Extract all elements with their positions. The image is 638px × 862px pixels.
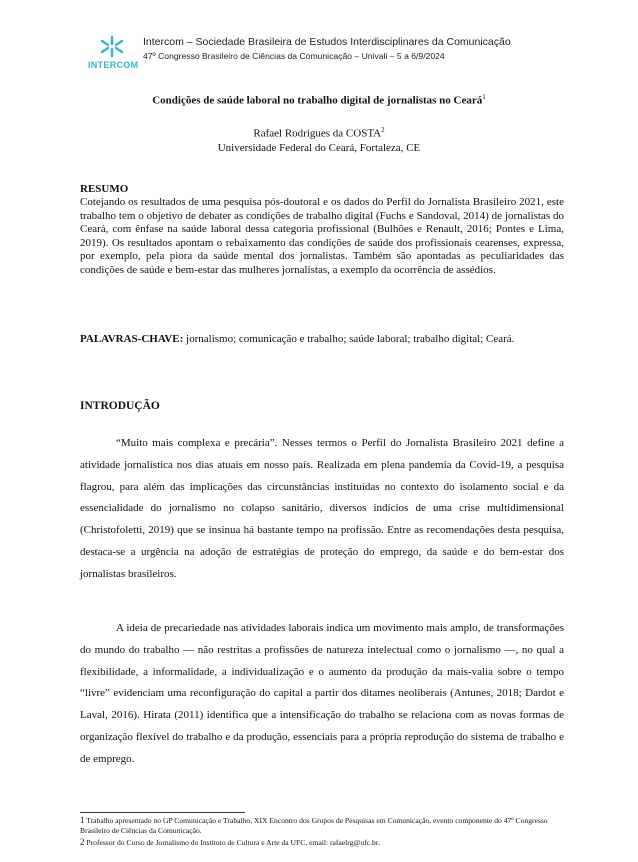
footnote-text: Trabalho apresentado no GP Comunicação e Trabalho, XIX Encontro dos Grupos de Pesquisas em Comunicação, evento componente do 47º Congresso Brasileiro de Ciências da Comunicação. <box>80 816 548 836</box>
footnote-separator <box>80 812 245 813</box>
keywords-label: PALAVRAS-CHAVE: <box>80 333 184 345</box>
paper-title-text: Condições de saúde laboral no trabalho digital de jornalistas no Ceará <box>152 94 483 107</box>
footnote-number: 2 <box>80 836 85 847</box>
logo-wordmark: INTERCOM <box>88 60 139 70</box>
footnote-number: 1 <box>80 815 85 825</box>
intercom-logo <box>88 34 138 74</box>
footnote <box>80 837 564 848</box>
intercom-logo-icon <box>94 34 130 60</box>
author-footnote-mark: 2 <box>381 126 385 134</box>
keywords-text: jornalismo; comunicação e trabalho; saúde laboral; trabalho digital; Ceará. <box>183 333 515 345</box>
footnote-text: Professor do Curso de Jornalismo do Instituto de Cultura e Arte da UFC, email: rafaelrg@ufc.br. <box>84 837 380 847</box>
header-congress: 47º Congresso Brasileiro de Ciências da Comunicação – Univali – 5 a 6/9/2024 <box>143 51 445 61</box>
keywords <box>80 333 564 347</box>
paper-title <box>0 93 638 107</box>
author-name: Rafael Rodrigues da COSTA <box>253 127 382 140</box>
footnotes <box>80 815 564 848</box>
body-paragraph <box>80 433 564 586</box>
paragraph-text: “Muito mais complexa e precária”. Nesses termos o Perfil do Jornalista Brasileiro 2021 define a atividade jornalística nos dias atuais em nosso país. Realizada em plena pandemia da Covid-19, a pesquisa flagrou, para além das implicações das circunstâncias instituídas no contexto do isolamento social e da essencialidade do jornalismo no colapso sanitário, diversos indícios de uma crise multidimensional (Christofoletti, 2019) que se insinua há bastante tempo na profissão. Entre as recomendações desta pesquisa, destaca-se a urgência na adoção de estratégias de proteção do emprego, da saúde e do bem-estar dos jornalistas brasileiros. <box>80 437 564 580</box>
introduction-heading: INTRODUÇÃO <box>80 400 160 412</box>
author-line <box>0 126 638 140</box>
abstract-heading: RESUMO <box>80 183 129 195</box>
paragraph-text: A ideia de precariedade nas atividades laborais indica um movimento mais amplo, de transformações do mundo do trabalho — não restritas a profissões de natureza intelectual como o jornalismo —, no qual a flexibilidade, a informalidade, a individualização e o aumento da produção da mais-valia sobre o tempo “livre” evidenciam uma reconfiguração do capital a partir dos ditames neoliberais (Antunes, 2018; Dardot e Laval, 2016). Hirata (2011) identifica que a intensificação do trabalho se relaciona com as novas formas de organização flexível do trabalho e da produção, essenciais para a própria reprodução do sistema de trabalho e de emprego. <box>80 622 564 765</box>
header-organization: Intercom – Sociedade Brasileira de Estudos Interdisciplinares da Comunicação <box>143 36 511 48</box>
page-header <box>88 34 558 74</box>
abstract-text: Cotejando os resultados de uma pesquisa pós-doutoral e os dados do Perfil do Jornalista Brasileiro 2021, este trabalho tem o objetivo de debater as condições de trabalho digital (Fuchs e Sandoval, 2014) de jornalistas do Ceará, com ênfase na saúde laboral dessa categoria profissional (Bulhões e Renault, 2016; Pontes e Lima, 2019). Os resultados apontam o rebaixamento das condições de saúde dos profissionais cearenses, expressa, por exemplo, pela piora da saúde mental dos jornalistas. Também são apontadas as peculiaridades das condições de saúde e bem-estar das mulheres jornalistas, a exemplo da ocorrência de assédios. <box>80 196 564 276</box>
title-footnote-mark: 1 <box>482 93 486 101</box>
footnote <box>80 815 564 837</box>
body-paragraph <box>80 618 564 771</box>
author-affiliation: Universidade Federal do Ceará, Fortaleza, CE <box>217 142 421 154</box>
